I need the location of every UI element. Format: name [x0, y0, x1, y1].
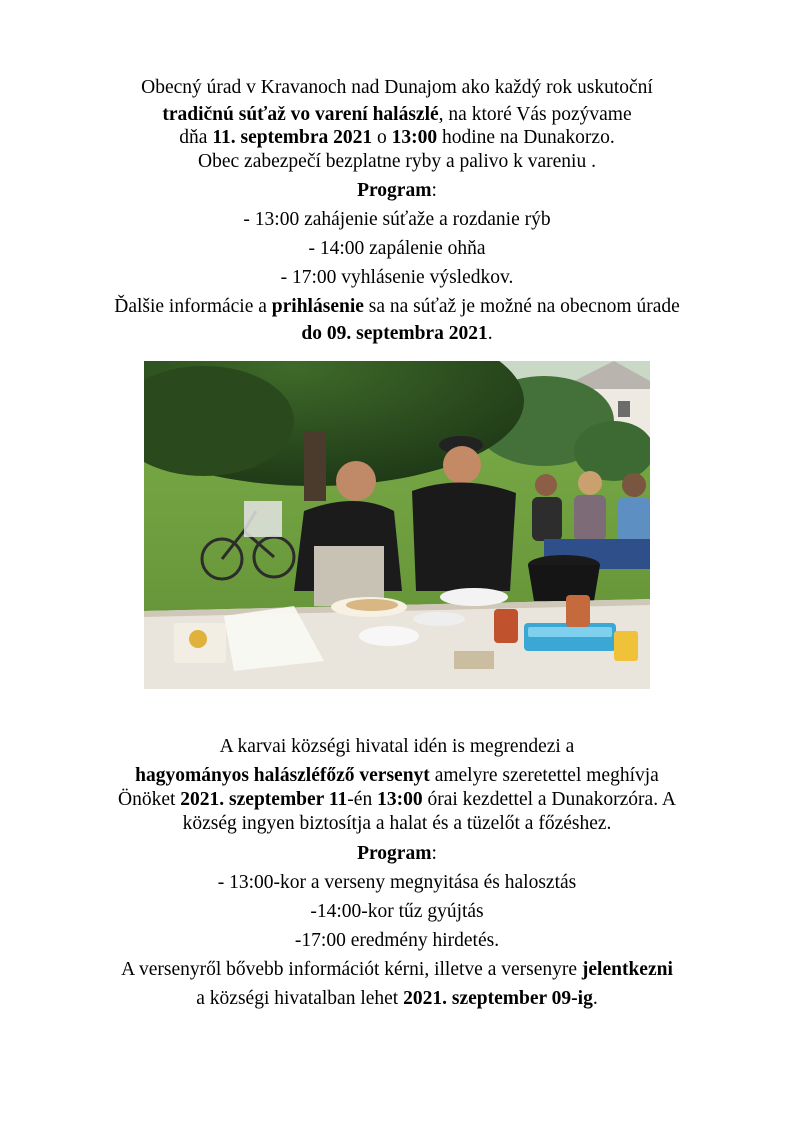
hu-date-prefix: Önöket: [118, 789, 181, 810]
hu-event-name: hagyományos halászléfőző versenyt: [135, 765, 430, 786]
hu-info-prefix: A versenyről bővebb információt kérni, illetve a versenyre: [121, 959, 582, 980]
hu-program-heading: [0, 842, 794, 871]
hu-program-colon: :: [431, 843, 437, 864]
hu-date-mid: -én: [347, 789, 378, 810]
sk-intro-line-3: [0, 126, 794, 150]
hu-event-date: 2021. szeptember 11: [180, 789, 348, 810]
hu-intro-line-1: A karvai községi hivatal idén is megrendezi a: [219, 736, 575, 757]
sk-program-label: Program: [357, 180, 432, 201]
sk-intro-line-1: Obecný úrad v Kravanoch nad Dunajom ako každý rok uskutoční: [141, 77, 653, 98]
hu-info-line: [0, 958, 794, 987]
sk-deadline-line: [0, 322, 794, 345]
hu-program-label: Program: [357, 843, 432, 864]
hu-event-time: 13:00: [377, 789, 423, 810]
sk-program-colon: :: [431, 180, 437, 201]
sk-intro-line-4: Obec zabezpečí bezplatne ryby a palivo k vareniu .: [198, 151, 596, 172]
hu-date-rest: órai kezdettel a Dunakorzóra. A: [422, 789, 676, 810]
sk-intro-line-2-rest: , na ktoré Vás pozývame: [438, 104, 632, 125]
sk-info-rest: sa na súťaž je možné na obecnom úrade: [363, 296, 680, 317]
sk-program-item-3: - 17:00 vyhlásenie výsledkov.: [280, 267, 514, 288]
sk-event-time: 13:00: [391, 127, 438, 148]
photo-tree-trunk: [304, 431, 326, 501]
sk-event-name: tradičnú súťaž vo varení halászlé: [162, 104, 439, 125]
slovak-announcement: [0, 76, 794, 345]
sk-deadline-end: .: [487, 323, 493, 344]
hu-intro-line-2-rest: amelyre szeretettel meghívja: [429, 765, 659, 786]
sk-info-prefix: Ďalšie informácie a: [114, 296, 272, 317]
hu-deadline-end: .: [592, 988, 598, 1009]
hu-deadline-prefix: a községi hivatalban lehet: [196, 988, 404, 1009]
hu-program-item-2: -14:00-kor tűz gyújtás: [310, 901, 484, 922]
hu-intro-line-3: [0, 788, 794, 812]
hu-deadline-line: [0, 987, 794, 1010]
sk-date-prefix: dňa: [179, 127, 213, 148]
hu-intro-line-4: község ingyen biztosítja a halat és a tüzelőt a főzéshez.: [182, 813, 612, 834]
sk-program-heading: [0, 179, 794, 208]
event-photo: [144, 361, 650, 689]
sk-date-mid: o: [372, 127, 392, 148]
hu-program-item-1: - 13:00-kor a verseny megnyitása és halosztás: [217, 872, 577, 893]
hu-intro-line-2: [0, 764, 794, 788]
sk-deadline: do 09. septembra 2021: [301, 323, 488, 344]
sk-date-rest: hodine na Dunakorzo.: [437, 127, 615, 148]
sk-info-line: [0, 295, 794, 322]
hu-registration: jelentkezni: [581, 959, 673, 980]
sk-program-item-2: - 14:00 zapálenie ohňa: [308, 238, 486, 259]
sk-program-item-1: - 13:00 zahájenie súťaže a rozdanie rýb: [243, 209, 551, 230]
sk-registration: prihlásenie: [271, 296, 364, 317]
sk-event-date: 11. septembra 2021: [212, 127, 373, 148]
photo-seated-people: [532, 471, 650, 569]
photo-jar: [494, 609, 518, 643]
hu-program-item-3: -17:00 eredmény hirdetés.: [294, 930, 500, 951]
sk-intro-line-2: [0, 103, 794, 126]
hu-deadline: 2021. szeptember 09-ig: [403, 988, 593, 1009]
hungarian-announcement: [0, 735, 794, 1010]
